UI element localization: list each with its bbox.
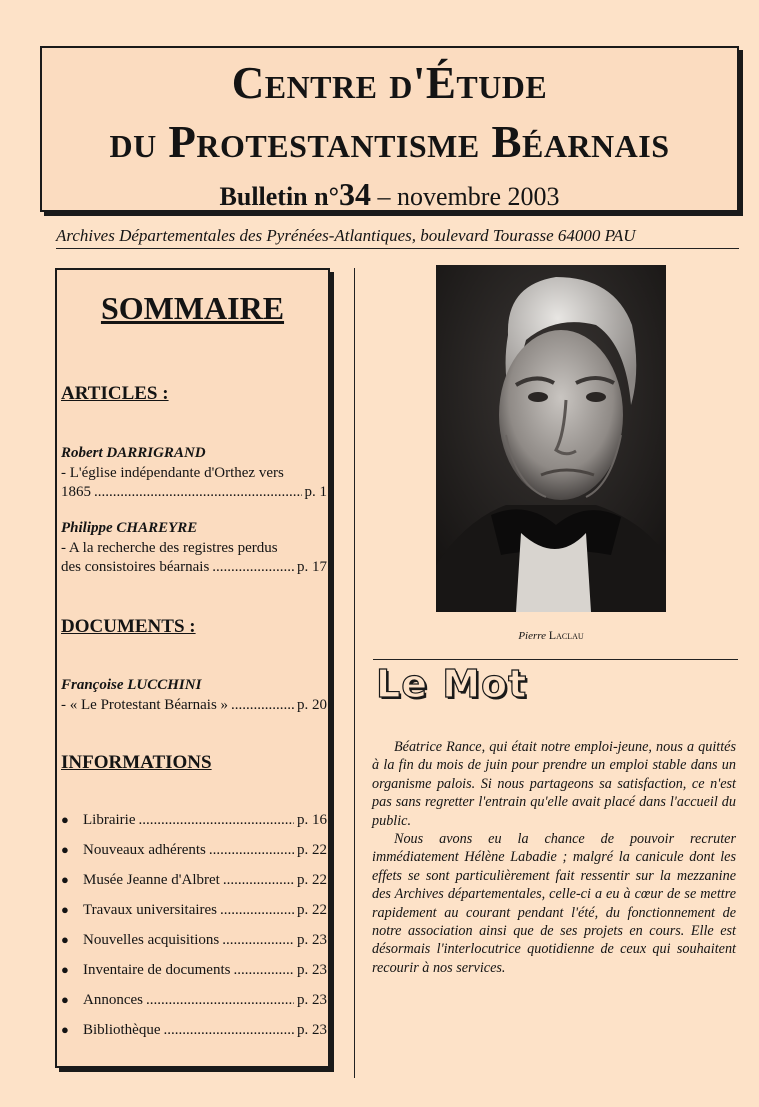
bulletin-label: Bulletin n° — [219, 182, 340, 211]
info-item-annonces[interactable] — [61, 992, 327, 1022]
info-label: Librairie — [83, 812, 136, 828]
leader-dots — [222, 932, 294, 949]
info-label: Travaux universitaires — [83, 902, 218, 918]
masthead — [40, 46, 739, 212]
leader-dots — [94, 483, 302, 502]
bullet-icon: ● — [61, 872, 69, 887]
article-title-last: des consistoires béarnais — [61, 559, 210, 575]
editorial-paragraph: Béatrice Rance, qui était notre emploi-jeune, nous a quittés à la fin du mois de juin pour prendre un emploi stable dans un organisme palois. Si nous partageons sa satisfaction, ce n'est pas sans regretter l'entrain qu'elle avait placé dans l'accueil du public. — [372, 739, 736, 829]
info-label: Bibliothèque — [83, 1022, 161, 1038]
info-label: Nouveaux adhérents — [83, 842, 206, 858]
leader-dots — [146, 992, 294, 1009]
leader-dots — [223, 872, 294, 889]
bullet-icon: ● — [61, 992, 69, 1007]
info-item-librairie[interactable] — [61, 812, 327, 842]
le-mot-title: Le Mot — [376, 662, 528, 706]
bullet-icon: ● — [61, 902, 69, 917]
document-author: Françoise LUCCHINI — [61, 677, 202, 693]
section-rule — [373, 659, 738, 660]
page-ref: p. 22 — [297, 902, 327, 918]
bulletin-number: 34 — [339, 176, 372, 212]
article-title-last: 1865 — [61, 484, 91, 500]
bullet-icon: ● — [61, 842, 69, 857]
leader-dots — [209, 842, 294, 859]
article-author: Philippe CHAREYRE — [61, 520, 198, 536]
info-item-nouveaux-adherents[interactable] — [61, 842, 327, 872]
bulletin-line — [42, 176, 737, 213]
sommaire-title: SOMMAIRE — [100, 290, 285, 326]
info-item-inventaire[interactable] — [61, 962, 327, 992]
info-label: Musée Jeanne d'Albret — [83, 872, 220, 888]
bullet-icon: ● — [61, 932, 69, 947]
info-item-bibliotheque[interactable] — [61, 1022, 327, 1052]
page-ref: p. 23 — [297, 932, 327, 948]
caption-last-name: Laclau — [548, 628, 584, 642]
document-title: - « Le Protestant Béarnais » — [61, 697, 229, 713]
article-title-line: - A la recherche des registres perdus — [61, 540, 278, 556]
toc-entry-document-1[interactable] — [61, 696, 327, 715]
article-title-line: - L'église indépendante d'Orthez vers — [61, 465, 284, 481]
toc-entry-article-1[interactable] — [61, 464, 327, 502]
page-ref: p. 22 — [297, 842, 327, 858]
leader-dots — [233, 962, 294, 979]
informations-list — [61, 812, 327, 1052]
article-author: Robert DARRIGRAND — [61, 445, 206, 461]
info-item-acquisitions[interactable] — [61, 932, 327, 962]
masthead-title-line2: du Protestantisme Béarnais — [109, 117, 670, 167]
portrait-photo — [436, 265, 666, 612]
bulletin-date: – novembre 2003 — [371, 182, 560, 211]
column-divider — [354, 268, 355, 1078]
leader-dots — [220, 902, 294, 919]
leader-dots — [212, 558, 294, 577]
leader-dots — [138, 812, 294, 829]
page-ref: p. 1 — [304, 484, 327, 500]
info-item-travaux[interactable] — [61, 902, 327, 932]
informations-heading: INFORMATIONS — [61, 752, 212, 773]
masthead-title-line1: Centre d'Étude — [231, 58, 548, 108]
page-ref: p. 17 — [297, 559, 327, 575]
page-ref: p. 20 — [297, 697, 327, 713]
page-ref: p. 23 — [297, 962, 327, 978]
bullet-icon: ● — [61, 812, 69, 827]
bullet-icon: ● — [61, 962, 69, 977]
toc-entry-article-2[interactable] — [61, 539, 327, 577]
editorial-paragraph: Nous avons eu la chance de pouvoir recruter immédiatement Hélène Labadie ; malgré la canicule dont les effets se sont particulièrement fait ressentir sur la mezzanine des Archives départementales, celle-ci a eu à cœur de se mettre rapidement au courant pendant l'été, du fonctionnement de notre association ainsi que de ses projets en cours. Elle est désormais l'interlocutrice quotidienne de ceux qui souhaitent recourir à nos services. — [372, 831, 736, 976]
page-ref: p. 22 — [297, 872, 327, 888]
page-ref: p. 23 — [297, 1022, 327, 1038]
info-label: Nouvelles acquisitions — [83, 932, 220, 948]
documents-heading: DOCUMENTS : — [61, 616, 196, 637]
info-item-musee[interactable] — [61, 872, 327, 902]
portrait-image — [436, 265, 666, 612]
caption-first-name: Pierre — [518, 630, 549, 642]
sommaire-box — [55, 268, 330, 1068]
page-ref: p. 23 — [297, 992, 327, 1008]
leader-dots — [231, 696, 294, 715]
articles-heading: ARTICLES : — [61, 383, 169, 404]
page-ref: p. 16 — [297, 812, 327, 828]
portrait-caption — [436, 628, 666, 643]
info-label: Annonces — [83, 992, 143, 1008]
editorial-text — [372, 738, 736, 977]
bullet-icon: ● — [61, 1022, 69, 1037]
address-line: Archives Départementales des Pyrénées-Atlantiques, boulevard Tourasse 64000 PAU — [56, 226, 739, 249]
leader-dots — [164, 1022, 295, 1039]
info-label: Inventaire de documents — [83, 962, 231, 978]
